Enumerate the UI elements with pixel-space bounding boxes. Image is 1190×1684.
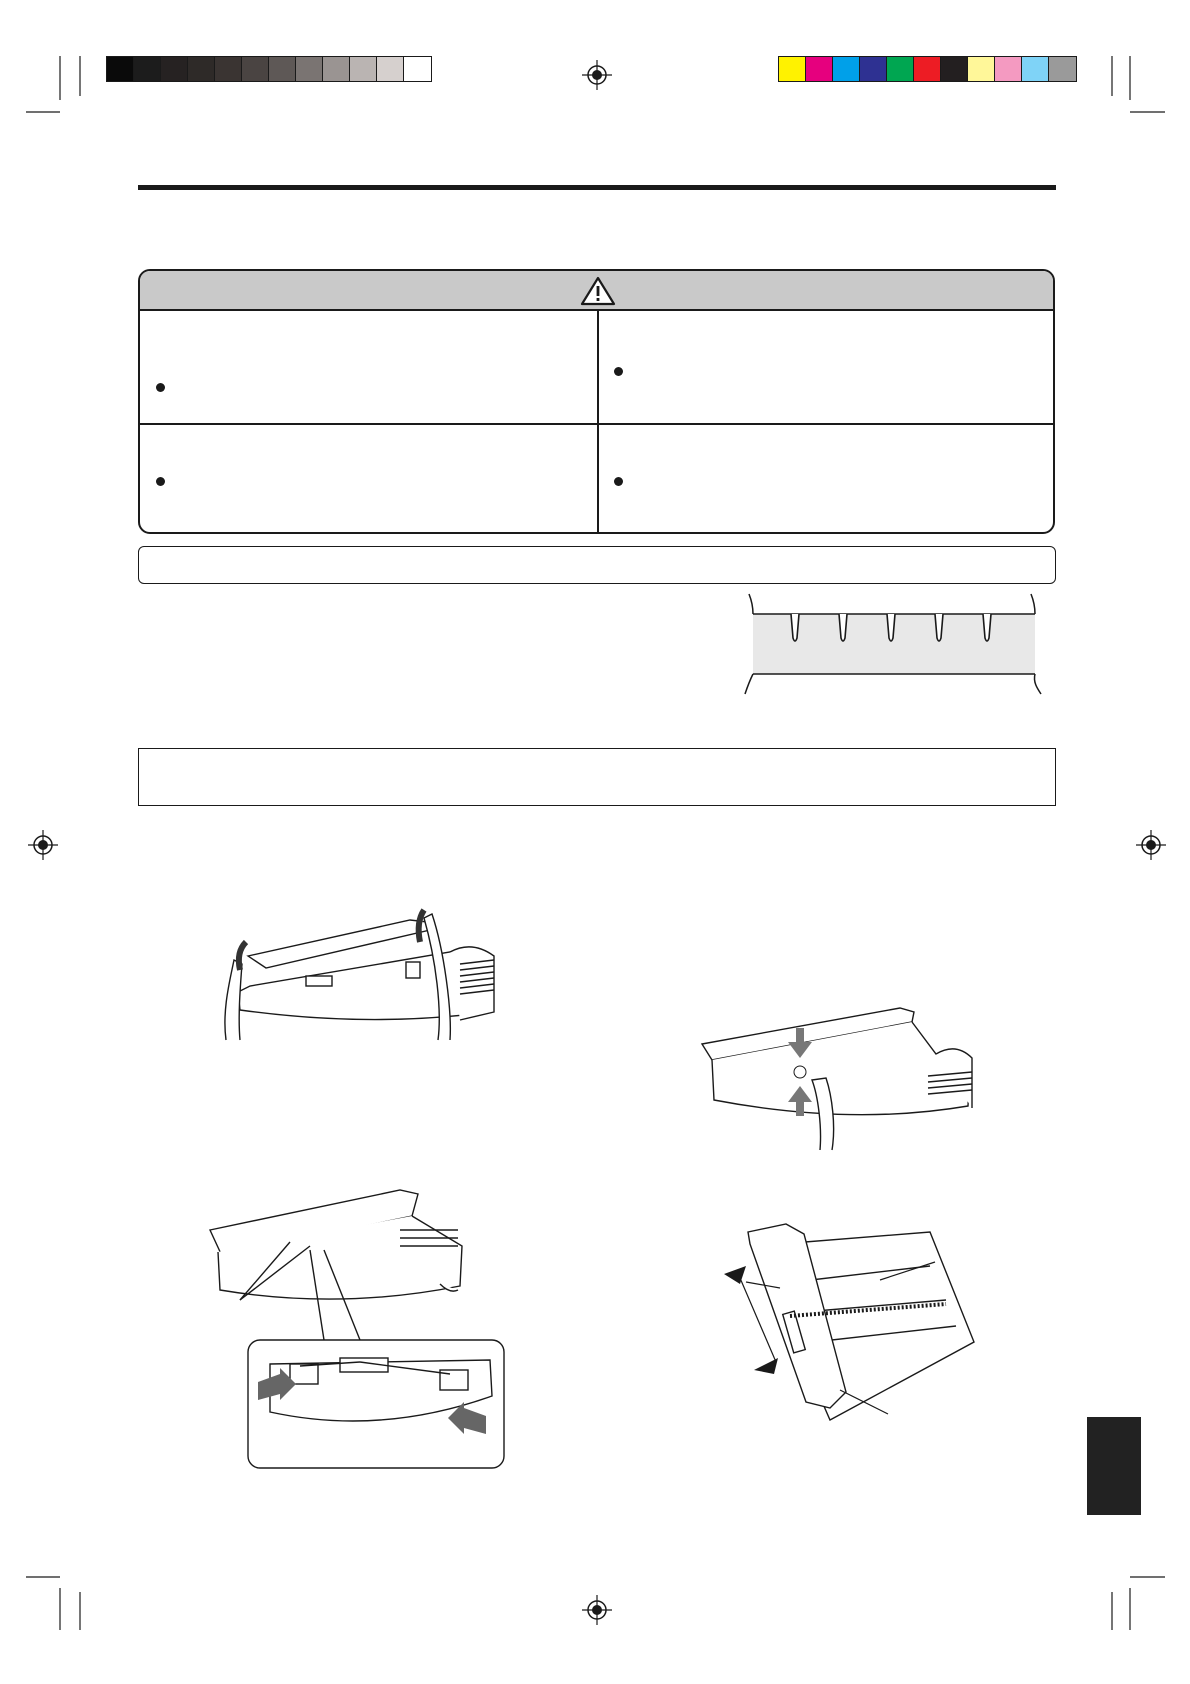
air-filter-knob-zoom-illustration [200, 1190, 510, 1470]
grayscale-swatch [377, 57, 404, 81]
color-swatch [941, 57, 968, 81]
caution-table [138, 269, 1055, 534]
color-swatch [833, 57, 860, 81]
grayscale-swatch [404, 57, 431, 81]
warning-triangle-icon [580, 276, 616, 306]
grayscale-swatch [107, 57, 134, 81]
color-swatch [1049, 57, 1076, 81]
instruction-box [138, 748, 1056, 806]
registration-mark-right-icon [1136, 830, 1166, 860]
grayscale-swatch [242, 57, 269, 81]
color-swatch [779, 57, 806, 81]
grayscale-swatch-bar [106, 56, 432, 82]
front-panel-tabs-illustration [745, 594, 1045, 694]
color-swatch [860, 57, 887, 81]
grayscale-swatch [269, 57, 296, 81]
grayscale-swatch [134, 57, 161, 81]
color-swatch [995, 57, 1022, 81]
section-side-tab [1087, 1417, 1141, 1515]
caution-cell-bottom-right [598, 424, 1055, 534]
grayscale-swatch [215, 57, 242, 81]
bullet-icon [156, 477, 165, 486]
caution-cell-top-left [140, 311, 597, 423]
caution-cell-bottom-left [140, 424, 597, 534]
air-filter-slide-illustration [700, 1000, 990, 1150]
color-swatch [806, 57, 833, 81]
registration-mark-top-icon [582, 60, 612, 90]
grayscale-swatch [161, 57, 188, 81]
color-swatch [887, 57, 914, 81]
color-swatch [1022, 57, 1049, 81]
color-swatch [914, 57, 941, 81]
notice-box [138, 546, 1056, 584]
color-swatch-bar [778, 56, 1077, 82]
color-swatch [968, 57, 995, 81]
bullet-icon [614, 367, 623, 376]
bullet-icon [614, 477, 623, 486]
grayscale-swatch [323, 57, 350, 81]
bullet-icon [156, 383, 165, 392]
air-filter-frame-illustration [710, 1222, 970, 1422]
grayscale-swatch [350, 57, 377, 81]
registration-mark-left-icon [28, 830, 58, 860]
section-rule [138, 185, 1056, 190]
grayscale-swatch [188, 57, 215, 81]
caution-cell-top-right [598, 311, 1055, 423]
air-conditioner-panel-lift-illustration [210, 900, 500, 1040]
grayscale-swatch [296, 57, 323, 81]
registration-mark-bottom-icon [582, 1595, 612, 1625]
